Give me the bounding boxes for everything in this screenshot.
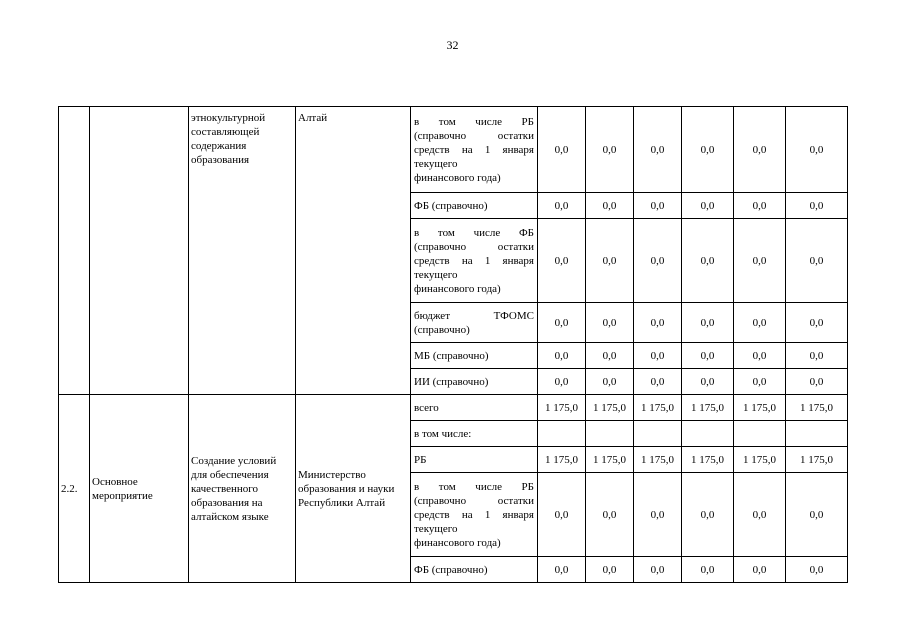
value-cell: 0,0 [538,557,586,583]
value-cell: 0,0 [682,369,734,395]
value-cell [538,421,586,447]
value-cell: 0,0 [682,557,734,583]
value-cell: 0,0 [538,369,586,395]
value-cell: 0,0 [634,303,682,343]
value-cell: 0,0 [786,343,848,369]
value-cell: 1 175,0 [734,447,786,473]
value-cell: 0,0 [586,557,634,583]
value-cell: 0,0 [734,107,786,193]
value-cell: 0,0 [734,557,786,583]
value-cell: 0,0 [734,303,786,343]
value-cell: 0,0 [682,303,734,343]
table-body [59,107,848,583]
funding-source-line: в том числе РБ [414,480,534,493]
value-cell: 0,0 [786,107,848,193]
item-number [59,107,90,395]
funding-source-line: (справочно) [414,323,470,336]
item-number: 2.2. [59,395,90,583]
funding-source-line: ИИ (справочно) [414,375,489,388]
value-cell: 0,0 [538,193,586,219]
value-cell: 1 175,0 [682,395,734,421]
value-cell: 0,0 [682,219,734,303]
value-cell: 0,0 [634,557,682,583]
funding-source-line: бюджет ТФОМС [414,309,534,322]
value-cell: 1 175,0 [586,395,634,421]
value-cell: 0,0 [586,107,634,193]
value-cell: 0,0 [538,107,586,193]
value-cell: 1 175,0 [682,447,734,473]
value-cell: 1 175,0 [786,447,848,473]
funding-source-line: в том числе: [414,427,472,440]
budget-table [58,106,848,583]
funding-source [411,369,538,395]
value-cell: 0,0 [538,219,586,303]
value-cell: 0,0 [634,193,682,219]
value-cell: 0,0 [538,473,586,557]
value-cell [586,421,634,447]
task-name: Создание условий для обеспечения качественного образования на алтайском языке [189,395,296,583]
value-cell: 0,0 [786,219,848,303]
value-cell: 0,0 [634,107,682,193]
page-number: 32 [446,38,459,52]
funding-source-line: средств на 1 января [414,254,534,267]
value-cell: 0,0 [682,343,734,369]
value-cell: 0,0 [786,303,848,343]
funding-source-line: МБ (справочно) [414,349,489,362]
value-cell [634,421,682,447]
value-cell: 0,0 [734,473,786,557]
funding-source-line: средств на 1 января [414,508,534,521]
value-cell: 0,0 [682,473,734,557]
item-type [90,107,189,395]
task-name: этнокультурной составляющей содержания образования [189,107,296,395]
value-cell [682,421,734,447]
funding-source-line: в том числе РБ [414,115,534,128]
funding-source-line: финансового года) [414,282,501,295]
value-cell: 1 175,0 [734,395,786,421]
funding-source [411,303,538,343]
funding-source-line: (справочно остатки [414,494,534,507]
executor-name: Министерство образования и науки Республики Алтай [296,395,411,583]
value-cell: 0,0 [586,369,634,395]
value-cell: 0,0 [786,369,848,395]
value-cell: 0,0 [634,219,682,303]
funding-source-line: (справочно остатки [414,240,534,253]
value-cell: 1 175,0 [538,447,586,473]
funding-source [411,193,538,219]
funding-source-line: текущего [414,522,458,535]
funding-source-line: РБ [414,453,427,466]
value-cell: 0,0 [734,343,786,369]
funding-source-line: (справочно остатки [414,129,534,142]
funding-source [411,447,538,473]
value-cell: 0,0 [586,473,634,557]
funding-source-line: всего [414,401,439,414]
funding-source-line: текущего [414,268,458,281]
value-cell: 0,0 [682,193,734,219]
funding-source [411,107,538,193]
value-cell: 0,0 [586,343,634,369]
value-cell: 0,0 [634,369,682,395]
value-cell: 0,0 [538,303,586,343]
value-cell: 1 175,0 [538,395,586,421]
funding-source-line: средств на 1 января [414,143,534,156]
value-cell: 0,0 [734,193,786,219]
funding-source-line: финансового года) [414,536,501,549]
funding-source-line: в том числе ФБ [414,226,534,239]
value-cell: 0,0 [786,193,848,219]
value-cell: 0,0 [786,473,848,557]
value-cell: 0,0 [586,303,634,343]
value-cell: 1 175,0 [586,447,634,473]
funding-source-line: ФБ (справочно) [414,563,488,576]
value-cell: 0,0 [538,343,586,369]
funding-source [411,421,538,447]
value-cell: 0,0 [734,219,786,303]
value-cell: 0,0 [786,557,848,583]
funding-source [411,219,538,303]
item-type: Основное мероприятие [90,395,189,583]
funding-source [411,473,538,557]
funding-source [411,395,538,421]
value-cell: 0,0 [682,107,734,193]
value-cell: 1 175,0 [634,395,682,421]
value-cell: 1 175,0 [634,447,682,473]
table-row [59,107,848,193]
value-cell: 1 175,0 [786,395,848,421]
value-cell: 0,0 [586,193,634,219]
value-cell: 0,0 [634,473,682,557]
value-cell: 0,0 [586,219,634,303]
value-cell [786,421,848,447]
funding-source-line: текущего [414,157,458,170]
funding-source-line: финансового года) [414,171,501,184]
funding-source-line: ФБ (справочно) [414,199,488,212]
value-cell: 0,0 [634,343,682,369]
value-cell: 0,0 [734,369,786,395]
funding-source [411,343,538,369]
executor-name: Алтай [296,107,411,395]
table-row [59,395,848,421]
funding-source [411,557,538,583]
value-cell [734,421,786,447]
